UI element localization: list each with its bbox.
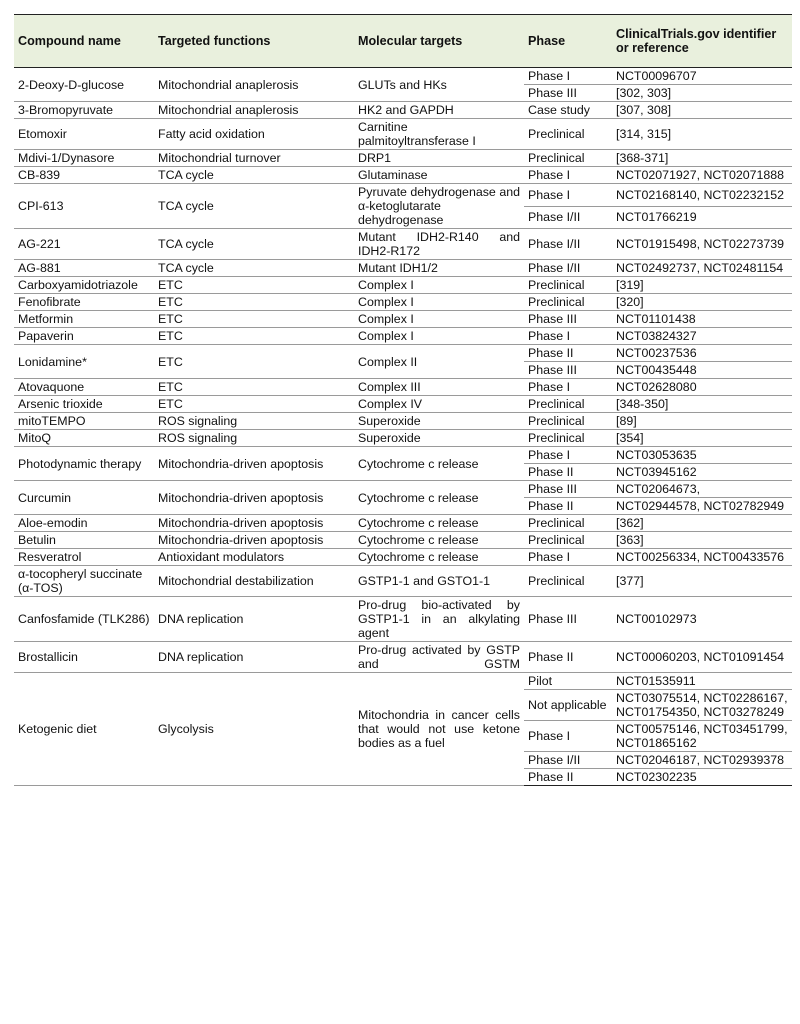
table-cell: [377] bbox=[612, 566, 792, 597]
table-row bbox=[14, 277, 792, 294]
table-cell: Fenofibrate bbox=[14, 294, 154, 311]
table-cell: NCT00256334, NCT00433576 bbox=[612, 549, 792, 566]
table-cell: α-tocopheryl succinate (α-TOS) bbox=[14, 566, 154, 597]
table-cell: Mitochondrial anaplerosis bbox=[154, 102, 354, 119]
table-cell: TCA cycle bbox=[154, 260, 354, 277]
table-cell: Arsenic trioxide bbox=[14, 396, 154, 413]
table-cell: Pyruvate dehydrogenase and α-ketoglutarate dehydrogenase bbox=[354, 184, 524, 229]
table-cell: TCA cycle bbox=[154, 167, 354, 184]
table-row bbox=[14, 549, 792, 566]
table-cell: NCT00237536 bbox=[612, 345, 792, 362]
table-cell: Phase III bbox=[524, 311, 612, 328]
table-cell: NCT01101438 bbox=[612, 311, 792, 328]
table-cell: CPI-613 bbox=[14, 184, 154, 229]
table-cell: Mitochondria-driven apoptosis bbox=[154, 515, 354, 532]
table-cell: Cytochrome c release bbox=[354, 549, 524, 566]
table-cell: NCT03075514, NCT02286167, NCT01754350, NCT03278249 bbox=[612, 690, 792, 721]
table-cell: Superoxide bbox=[354, 430, 524, 447]
header-identifier: ClinicalTrials.gov identifier or reference bbox=[612, 15, 792, 68]
table-cell: [314, 315] bbox=[612, 119, 792, 150]
table-cell: Cytochrome c release bbox=[354, 447, 524, 481]
table-row bbox=[14, 673, 792, 690]
compound-table bbox=[14, 14, 792, 786]
table-cell: Phase I/II bbox=[524, 260, 612, 277]
table-row bbox=[14, 447, 792, 464]
table-cell: Resveratrol bbox=[14, 549, 154, 566]
table-row bbox=[14, 642, 792, 673]
table-cell: Phase I bbox=[524, 328, 612, 345]
header-phase: Phase bbox=[524, 15, 612, 68]
table-cell: ROS signaling bbox=[154, 430, 354, 447]
table-cell: Ketogenic diet bbox=[14, 673, 154, 786]
table-row bbox=[14, 150, 792, 167]
table-cell: DNA replication bbox=[154, 642, 354, 673]
table-row bbox=[14, 481, 792, 498]
table-cell: Complex II bbox=[354, 345, 524, 379]
table-cell: [368-371] bbox=[612, 150, 792, 167]
table-cell: Phase I bbox=[524, 68, 612, 85]
table-cell: mitoTEMPO bbox=[14, 413, 154, 430]
table-cell: Superoxide bbox=[354, 413, 524, 430]
table-cell: Cytochrome c release bbox=[354, 481, 524, 515]
table-cell: [354] bbox=[612, 430, 792, 447]
table-cell: ROS signaling bbox=[154, 413, 354, 430]
table-cell: NCT02944578, NCT02782949 bbox=[612, 498, 792, 515]
table-cell: Mitochondria in cancer cells that would not use ketone bodies as a fuel bbox=[354, 673, 524, 786]
table-cell: Glycolysis bbox=[154, 673, 354, 786]
header-row bbox=[14, 15, 792, 68]
table-cell: Preclinical bbox=[524, 430, 612, 447]
table-cell: Phase II bbox=[524, 498, 612, 515]
table-cell: DNA replication bbox=[154, 597, 354, 642]
table-row bbox=[14, 532, 792, 549]
table-cell: ETC bbox=[154, 311, 354, 328]
table-cell: Mitochondria-driven apoptosis bbox=[154, 447, 354, 481]
table-cell: [319] bbox=[612, 277, 792, 294]
table-cell: NCT02064673, bbox=[612, 481, 792, 498]
table-cell: Phase II bbox=[524, 345, 612, 362]
table-row bbox=[14, 311, 792, 328]
table-cell: NCT02628080 bbox=[612, 379, 792, 396]
table-cell: Photodynamic therapy bbox=[14, 447, 154, 481]
table-cell: Phase I bbox=[524, 184, 612, 207]
table-cell: Mutant IDH1/2 bbox=[354, 260, 524, 277]
table-cell: Cytochrome c release bbox=[354, 515, 524, 532]
table-cell: Brostallicin bbox=[14, 642, 154, 673]
table-row bbox=[14, 566, 792, 597]
table-row bbox=[14, 102, 792, 119]
table-cell: Metformin bbox=[14, 311, 154, 328]
table-cell: NCT02046187, NCT02939378 bbox=[612, 752, 792, 769]
table-row bbox=[14, 328, 792, 345]
table-cell: ETC bbox=[154, 328, 354, 345]
table-row bbox=[14, 167, 792, 184]
table-row bbox=[14, 430, 792, 447]
header-compound-name: Compound name bbox=[14, 15, 154, 68]
table-cell: ETC bbox=[154, 379, 354, 396]
table-cell: Case study bbox=[524, 102, 612, 119]
table-cell: Preclinical bbox=[524, 150, 612, 167]
header-targeted-functions: Targeted functions bbox=[154, 15, 354, 68]
table-cell: NCT01766219 bbox=[612, 206, 792, 229]
table-cell: Phase III bbox=[524, 481, 612, 498]
table-row bbox=[14, 294, 792, 311]
table-cell: Phase III bbox=[524, 362, 612, 379]
table-cell: Preclinical bbox=[524, 294, 612, 311]
table-cell: Aloe-emodin bbox=[14, 515, 154, 532]
table-cell: [302, 303] bbox=[612, 85, 792, 102]
table-cell: Phase II bbox=[524, 769, 612, 786]
table-row bbox=[14, 597, 792, 642]
table-row bbox=[14, 396, 792, 413]
table-cell: Mitochondrial turnover bbox=[154, 150, 354, 167]
table-cell: Curcumin bbox=[14, 481, 154, 515]
table-cell: NCT00096707 bbox=[612, 68, 792, 85]
table-cell: Mutant IDH2-R140 and IDH2-R172 bbox=[354, 229, 524, 260]
table-cell: AG-881 bbox=[14, 260, 154, 277]
table-cell: Phase II bbox=[524, 464, 612, 481]
table-cell: TCA cycle bbox=[154, 184, 354, 229]
table-cell: NCT02071927, NCT02071888 bbox=[612, 167, 792, 184]
table-cell: Mitochondria-driven apoptosis bbox=[154, 481, 354, 515]
table-cell: Phase I bbox=[524, 721, 612, 752]
table-cell: GSTP1-1 and GSTO1-1 bbox=[354, 566, 524, 597]
table-cell: Pro-drug activated by GSTP and GSTM bbox=[354, 642, 524, 673]
table-cell: NCT00102973 bbox=[612, 597, 792, 642]
table-cell: DRP1 bbox=[354, 150, 524, 167]
table-cell: NCT01535911 bbox=[612, 673, 792, 690]
table-cell: Complex III bbox=[354, 379, 524, 396]
table-row bbox=[14, 515, 792, 532]
table-cell: Not applicable bbox=[524, 690, 612, 721]
table-cell: NCT03053635 bbox=[612, 447, 792, 464]
table-cell: [363] bbox=[612, 532, 792, 549]
table-cell: Preclinical bbox=[524, 277, 612, 294]
table-cell: ETC bbox=[154, 294, 354, 311]
table-cell: Complex I bbox=[354, 311, 524, 328]
table-cell: 2-Deoxy-D-glucose bbox=[14, 68, 154, 102]
table-cell: [320] bbox=[612, 294, 792, 311]
table-cell: Pro-drug bio-activated by GSTP1-1 in an alkylating agent bbox=[354, 597, 524, 642]
table-cell: Lonidamine* bbox=[14, 345, 154, 379]
table-cell: Mitochondria-driven apoptosis bbox=[154, 532, 354, 549]
table-cell: ETC bbox=[154, 345, 354, 379]
table-cell: [307, 308] bbox=[612, 102, 792, 119]
table-cell: Carboxyamidotriazole bbox=[14, 277, 154, 294]
header-molecular-targets: Molecular targets bbox=[354, 15, 524, 68]
table-row bbox=[14, 68, 792, 85]
table-cell: NCT02492737, NCT02481154 bbox=[612, 260, 792, 277]
table-cell: Preclinical bbox=[524, 396, 612, 413]
table-cell: ETC bbox=[154, 396, 354, 413]
table-cell: Papaverin bbox=[14, 328, 154, 345]
table-cell: Etomoxir bbox=[14, 119, 154, 150]
table-cell: Phase I bbox=[524, 549, 612, 566]
table-row bbox=[14, 260, 792, 277]
table-row bbox=[14, 229, 792, 260]
table-cell: Preclinical bbox=[524, 532, 612, 549]
table-cell: Pilot bbox=[524, 673, 612, 690]
table-cell: TCA cycle bbox=[154, 229, 354, 260]
table-cell: NCT00060203, NCT01091454 bbox=[612, 642, 792, 673]
table-cell: NCT03945162 bbox=[612, 464, 792, 481]
table-cell: Phase II bbox=[524, 642, 612, 673]
table-cell: Canfosfamide (TLK286) bbox=[14, 597, 154, 642]
table-cell: Phase I bbox=[524, 167, 612, 184]
table-cell: 3-Bromopyruvate bbox=[14, 102, 154, 119]
table-cell: Cytochrome c release bbox=[354, 532, 524, 549]
table-cell: NCT00575146, NCT03451799, NCT01865162 bbox=[612, 721, 792, 752]
table-cell: NCT00435448 bbox=[612, 362, 792, 379]
table-cell: Preclinical bbox=[524, 515, 612, 532]
table-cell: NCT03824327 bbox=[612, 328, 792, 345]
table-cell: Phase I bbox=[524, 379, 612, 396]
table-cell: Mitochondrial destabilization bbox=[154, 566, 354, 597]
table-cell: [362] bbox=[612, 515, 792, 532]
table-cell: NCT02302235 bbox=[612, 769, 792, 786]
table-cell: Antioxidant modulators bbox=[154, 549, 354, 566]
table-row bbox=[14, 119, 792, 150]
table-cell: Fatty acid oxidation bbox=[154, 119, 354, 150]
table-cell: Carnitine palmitoyltransferase I bbox=[354, 119, 524, 150]
table-row bbox=[14, 184, 792, 207]
table-cell: Phase I/II bbox=[524, 229, 612, 260]
table-cell: Complex I bbox=[354, 328, 524, 345]
table-cell: [348-350] bbox=[612, 396, 792, 413]
table-cell: Complex IV bbox=[354, 396, 524, 413]
table-cell: Phase III bbox=[524, 597, 612, 642]
table-cell: Phase III bbox=[524, 85, 612, 102]
table-cell: Preclinical bbox=[524, 566, 612, 597]
table-cell: Atovaquone bbox=[14, 379, 154, 396]
table-row bbox=[14, 345, 792, 362]
table-cell: Preclinical bbox=[524, 119, 612, 150]
table-cell: AG-221 bbox=[14, 229, 154, 260]
table-body bbox=[14, 68, 792, 786]
table-row bbox=[14, 379, 792, 396]
table-cell: [89] bbox=[612, 413, 792, 430]
table-cell: GLUTs and HKs bbox=[354, 68, 524, 102]
table-cell: ETC bbox=[154, 277, 354, 294]
table-cell: Preclinical bbox=[524, 413, 612, 430]
table-cell: Mitochondrial anaplerosis bbox=[154, 68, 354, 102]
table-cell: HK2 and GAPDH bbox=[354, 102, 524, 119]
table-cell: NCT02168140, NCT02232152 bbox=[612, 184, 792, 207]
table-cell: NCT01915498, NCT02273739 bbox=[612, 229, 792, 260]
table-cell: Complex I bbox=[354, 277, 524, 294]
table-cell: MitoQ bbox=[14, 430, 154, 447]
table-cell: Phase I/II bbox=[524, 752, 612, 769]
table-row bbox=[14, 413, 792, 430]
table-cell: Complex I bbox=[354, 294, 524, 311]
table-cell: Glutaminase bbox=[354, 167, 524, 184]
table-cell: Mdivi-1/Dynasore bbox=[14, 150, 154, 167]
table-cell: Betulin bbox=[14, 532, 154, 549]
table-cell: CB-839 bbox=[14, 167, 154, 184]
table-cell: Phase I/II bbox=[524, 206, 612, 229]
table-cell: Phase I bbox=[524, 447, 612, 464]
